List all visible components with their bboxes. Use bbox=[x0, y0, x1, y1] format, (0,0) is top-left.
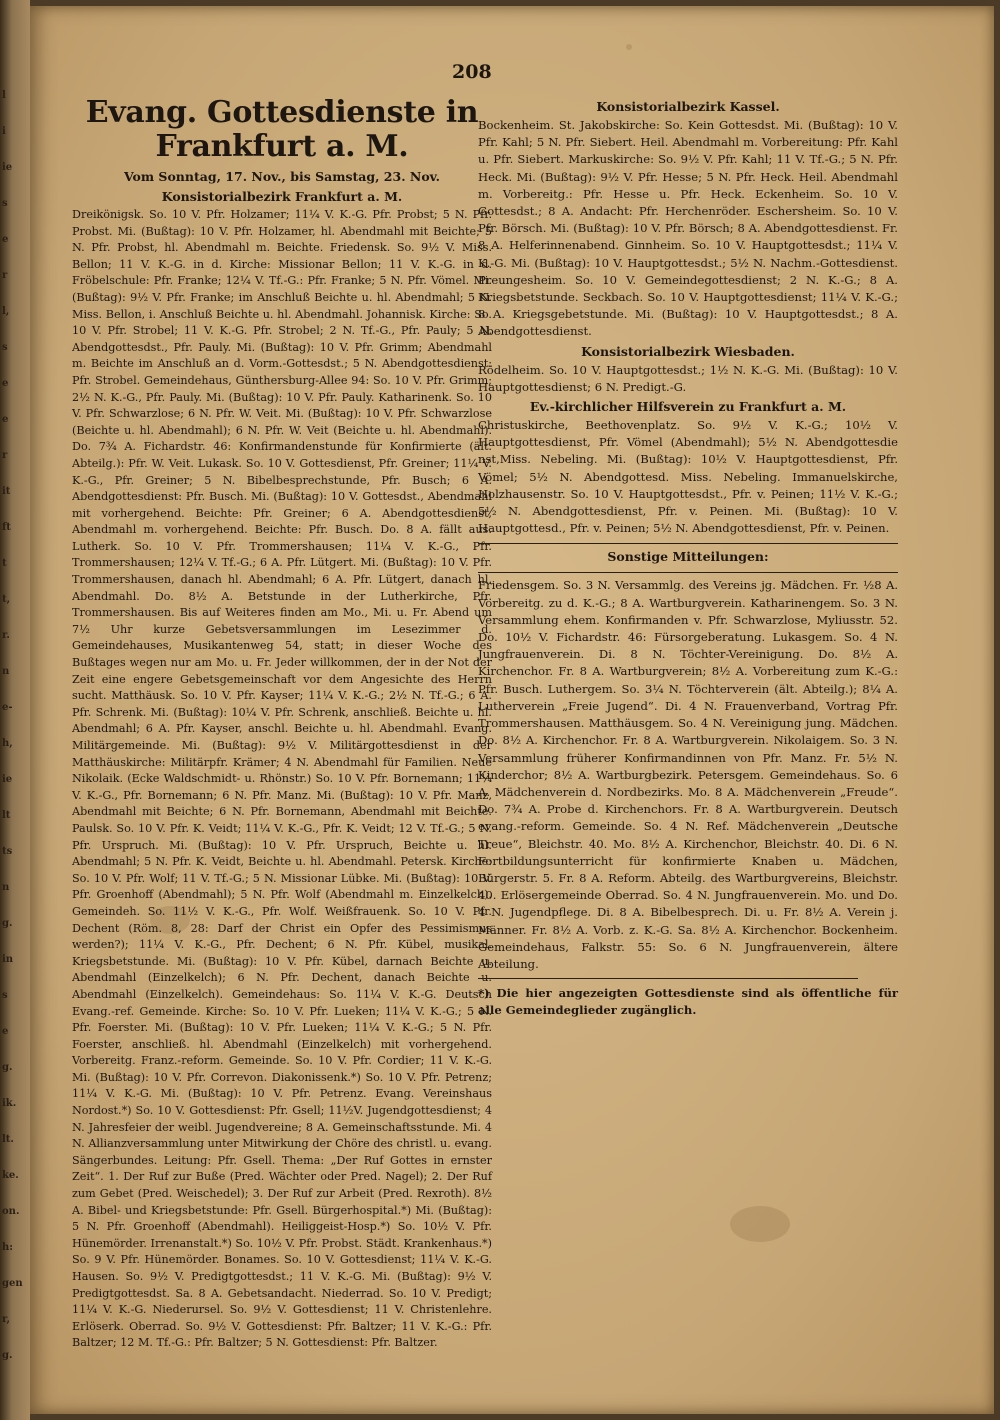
section-heading-kassel: Konsistorialbezirk Kassel. bbox=[596, 99, 780, 114]
previous-page-edge bbox=[0, 0, 30, 1420]
left-column bbox=[72, 96, 492, 1352]
previous-page-text-fragment: s bbox=[2, 342, 8, 353]
previous-page-text-fragment: gen bbox=[2, 1278, 23, 1289]
page-title: Evang. Gottesdienste in Frankfurt a. M. bbox=[85, 95, 479, 164]
previous-page-text-fragment: ik. bbox=[2, 1098, 17, 1109]
previous-page-text-fragment: n bbox=[2, 882, 10, 893]
paper-stain bbox=[730, 1206, 790, 1242]
service-listing-kassel: Bockenheim. St. Jakobskirche: So. Kein Gottesdst. Mi. (Bußtag): 10 V. Pfr. Kahl; 5 N. Pfr. Siebert. Heil. Abendmahl m. Vorbereitung: Pfr. Kahl u. Pfr. Siebert. Markuskirche: So. 9½ V. Pfr. Kahl; 11 V. Tf.-G.; 5 N. Pfr. Heck. Mi. (Bußtag): 9½ V. Pfr. Hesse; 5 N. Pfr. Heck. Heil. Abendmahl m. Vorbereitg.: Pfr. Hesse u. Pfr. Heck. Eckenheim. So. 10 V. Gottesdst.; 8 A. Andacht: Pfr. Herchenröder. Eschersheim. So. 10 V. Pfr. Börsch. Mi. (Bußtag): 10 V. Pfr. Börsch; 8 A. Abendgottesdienst. Fr. 8 A. Helferinnenabend. Ginnheim. So. 10 V. Hauptgottesdst.; 11¼ V. K.-G. Mi. (Bußtag): 10 V. Hauptgottesdst.; 5½ N. Nachm.-Gottesdienst. Preungesheim. So. 10 V. Gemeindegottesdienst; 2 N. K.-G.; 8 A. Kriegsbetstunde. Seckbach. So. 10 V. Hauptgottesdienst; 11¼ V. K.-G.; 8 A. Kriegsgebetstunde. Mi. (Bußtag): 10 V. Hauptgottesdst.; 8 A. Abendgottesdienst. bbox=[478, 118, 898, 339]
announcements-text: Friedensgem. So. 3 N. Versammlg. des Vereins jg. Mädchen. Fr. ½8 A. Vorbereitg. zu d. K.-G.; 8 A. Wartburgverein. Katharinengem. So. 3 N. Versammlung ehem. Konfirmanden v. Pfr. Schwarzlose, Myliusstr. 52. Do. 10½ V. Fichardstr. 46: Fürsorgeberatung. Lukasgem. So. 4 N. Jungfrauenverein. Di. 8 N. Töchter-Vereinigung. Do. 8½ A. Kirchenchor. Fr. 8 A. Wartburgverein; 8½ A. Vorbereitung zum K.-G.: Pfr. Busch. Luthergem. So. 3¼ N. Töchterverein (ält. Abteilg.); 8¼ A. Lutherverein „Freie Jugend“. Di. 4 N. Frauenverband, Vortrag Pfr. Trommershausen. Matthäusgem. So. 4 N. Vereinigung jung. Mädchen. Do. 8½ A. Kirchenchor. Fr. 8 A. Wartburgverein. Nikolaigem. So. 3 N. Versammlung früherer Konfirmandinnen von Pfr. Manz. Fr. 5½ N. Kinderchor; 8½ A. Wartburgbezirk. Petersgem. Gemeindehaus. So. 6 A. Mädchenverein d. Nordbezirks. Mo. 8 A. Mädchenverein „Freude“. Do. 7¾ A. Probe d. Kirchenchors. Fr. 8 A. Wartburgverein. Deutsch evang.-reform. Gemeinde. So. 4 N. Ref. Mädchenverein „Deutsche Treue“, Bleichstr. 40. Mo. 8½ A. Kirchenchor, Bleichstr. 40. Di. 6 N. Fortbildungsunterricht für konfirmierte Knaben u. Mädchen, Bürgerstr. 5. Fr. 8 A. Reform. Abteilg. des Wartburgvereins, Bleichstr. 40. Erlösergemeinde Oberrad. So. 4 N. Jungfrauenverein. Mo. und Do. 4 N. Jugendpflege. Di. 8 A. Bibelbesprech. Di. u. Fr. 8½ A. Verein j. Männer. Fr. 8½ A. Vorb. z. K.-G. Sa. 8½ A. Kirchenchor. Bockenheim. Gemeindehaus, Falkstr. 55: So. 6 N. Jungfrauenverein, ältere Abteilung. bbox=[478, 578, 898, 971]
previous-page-text-fragment: r. bbox=[2, 630, 10, 641]
previous-page-text-fragment: l, bbox=[2, 306, 10, 317]
service-listing-hilfsverein: Christuskirche, Beethovenplatz. So. 9½ V. K.-G.; 10½ V. Hauptgottesdienst, Pfr. Vömel (Abendmahl); 5½ N. Abendgottesdie nst,Miss. Nebeling. Mi. (Bußtag): 10½ V. Hauptgottesdienst, Pfr. Vömel; 5½ N. Abendgottesd. Miss. Nebeling. Immanuelskirche, Holzhausenstr. So. 10 V. Hauptgottesdst., Pfr. v. Peinen; 11½ V. K.-G.; 5½ N. Abendgottesdienst, Pfr. v. Peinen. Mi. (Bußtag): 10 V. Hauptgottesd., Pfr. v. Peinen; 5½ N. Abendgottesdienst, Pfr. v. Peinen. bbox=[478, 418, 898, 536]
previous-page-text-fragment: e bbox=[2, 234, 9, 245]
previous-page-text-fragment: g. bbox=[2, 918, 13, 929]
previous-page-text-fragment: h: bbox=[2, 1242, 13, 1253]
previous-page-text-fragment: ts bbox=[2, 846, 13, 857]
previous-page-text-fragment: ke. bbox=[2, 1170, 19, 1181]
previous-page-text-fragment: e- bbox=[2, 702, 13, 713]
section-heading-mitteilungen: Sonstige Mitteilungen: bbox=[607, 549, 769, 565]
previous-page-text-fragment: lt. bbox=[2, 1134, 14, 1145]
previous-page-text-fragment: r bbox=[2, 450, 8, 461]
newspaper-page bbox=[30, 6, 994, 1414]
previous-page-text-fragment: h, bbox=[2, 738, 13, 749]
section-divider bbox=[478, 572, 898, 573]
previous-page-text-fragment: lt bbox=[2, 810, 11, 821]
previous-page-text-fragment: e bbox=[2, 414, 9, 425]
previous-page-text-fragment: it bbox=[2, 486, 11, 497]
date-range-subtitle: Vom Sonntag, 17. Nov., bis Samstag, 23. Nov. bbox=[123, 169, 441, 184]
previous-page-text-fragment: t, bbox=[2, 594, 11, 605]
previous-page-text-fragment: e bbox=[2, 378, 9, 389]
section-heading-frankfurt: Konsistorialbezirk Frankfurt a. M. bbox=[161, 189, 403, 204]
section-divider bbox=[478, 543, 898, 544]
previous-page-text-fragment: ie bbox=[2, 162, 13, 173]
previous-page-text-fragment: ie bbox=[2, 774, 13, 785]
previous-page-text-fragment: r bbox=[2, 270, 8, 281]
previous-page-text-fragment: n bbox=[2, 666, 10, 677]
service-listing-text: Dreikönigsk. So. 10 V. Pfr. Holzamer; 11¼ V. K.-G. Pfr. Probst; 5 N. Pfr. Probst. Mi. (Bußtag): 10 V. Pfr. Holzamer, hl. Abendmahl mit Beichte; 5 N. Pfr. Probst, hl. Abendmahl m. Beichte. Friedensk. So. 9½ V. Miss. Bellon; 11 V. K.-G. in d. Kirche: Missionar Bellon; 11 V. K.-G. in d. Fröbelschule: Pfr. Franke; 12¼ V. Tf.-G.: Pfr. Franke; 5 N. Pfr. Vömel. Mi. (Bußtag): 9½ V. Pfr. Franke; im Anschluß Beichte u. hl. Abendmahl; 5 N. Miss. Bellon, i. Anschluß Beichte u. hl. Abendmahl. Johannisk. Kirche: So. 10 V. Pfr. Strobel; 11 V. K.-G. Pfr. Strobel; 2 N. Tf.-G., Pfr. Pauly; 5 N. Abendgottesdst., Pfr. Pauly. Mi. (Bußtag): 10 V. Pfr. Grimm; Abendmahl m. Beichte im Anschluß an d. Vorm.-Gottesdst.; 5 N. Abendgottesdienst: Pfr. Strobel. Gemeindehaus, Günthersburg-Allee 94: So. 10 V. Pfr. Grimm; 2½ N. K.-G., Pfr. Pauly. Mi. (Bußtag): 10 V. Pfr. Pauly. Katharinenk. So. 10 V. Pfr. Schwarzlose; 6 N. Pfr. W. Veit. Mi. (Bußtag): 10 V. Pfr. Schwarzlose (Beichte u. hl. Abendmahl); 6 N. Pfr. W. Veit (Beichte u. hl. Abendmahl). Do. 7¾ A. Fichardstr. 46: Konfirmandenstunde für Konfirmierte (ält. Abteilg.): Pfr. W. Veit. Lukask. So. 10 V. Gottesdienst, Pfr. Greiner; 11¼ V. K.-G., Pfr. Greiner; 5 N. Bibelbesprechstunde, Pfr. Busch; 6 A. Abendgottesdienst: Pfr. Busch. Mi. (Bußtag): 10 V. Gottesdst., Abendmahl mit vorhergehend. Beichte: Pfr. Greiner; 6 A. Abendgottesdienst, Abendmahl m. vorhergehend. Beichte: Pfr. Busch. Do. 8 A. fällt aus. Lutherk. So. 10 V. Pfr. Trommershausen; 11¼ V. K.-G., Pfr. Trommershausen; 12¼ V. Tf.-G.; 6 A. Pfr. Lütgert. Mi. (Bußtag): 10 V. Pfr. Trommershausen, danach hl. Abendmahl; 6 A. Pfr. Lütgert, danach hl. Abendmahl. Do. 8½ A. Betstunde in der Lutherkirche, Pfr. Trommershausen. Bis auf Weiteres finden am Mo., Mi. u. Fr. Abend um 7½ Uhr kurze Gebetsversammlungen im Lesezimmer d. Gemeindehauses, Musikantenweg 54, statt; in dieser Woche des Bußtages wegen nur am Mo. u. Fr. Jeder willkommen, der in der Not der Zeit eine engere Gebetsgemeinschaft vor dem Angesichte des Herrn sucht. Matthäusk. So. 10 V. Pfr. Kayser; 11¼ V. K.-G.; 2½ N. Tf.-G.; 6 A. Pfr. Schrenk. Mi. (Bußtag): 10¼ V. Pfr. Schrenk, anschließ. Beichte u. hl. Abendmahl; 6 A. Pfr. Kayser, anschl. Beichte u. hl. Abendmahl. Evang. Militärgemeinde. Mi. (Bußtag): 9½ V. Militärgottesdienst in der Matthäuskirche: Militärpfr. Krämer; 4 N. Abendmahl für Familien. Neue Nikolaik. (Ecke Waldschmidt- u. Rhönstr.) So. 10 V. Pfr. Bornemann; 11¼ V. K.-G., Pfr. Bornemann; 6 N. Pfr. Manz. Mi. (Bußtag): 10 V. Pfr. Manz, Abendmahl mit Beichte; 6 N. Pfr. Bornemann, Abendmahl mit Beichte. Paulsk. So. 10 V. Pfr. K. Veidt; 11¼ V. K.-G., Pfr. K. Veidt; 12 V. Tf.-G.; 5 N. Pfr. Urspruch. Mi. (Bußtag): 10 V. Pfr. Urspruch, Beichte u. hl. Abendmahl; 5 N. Pfr. K. Veidt, Beichte u. hl. Abendmahl. Petersk. Kirche: So. 10 V. Pfr. Wolf; 11 V. Tf.-G.; 5 N. Missionar Lübke. Mi. (Bußtag): 10 V. Pfr. Groenhoff (Abendmahl); 5 N. Pfr. Wolf (Abendmahl m. Einzelkelch). Gemeindeh. So. 11½ V. K.-G., Pfr. Wolf. Weißfrauenk. So. 10 V. Pfr. Dechent (Röm. 8, 28: Darf der Christ ein Opfer des Pessimismus werden?); 11¼ V. K.-G., Pfr. Dechent; 6 N. Pfr. Kübel, musikal. Kriegsbetstunde. Mi. (Bußtag): 10 V. Pfr. Kübel, darnach Beichte u. Abendmahl (Einzelkelch); 6 N. Pfr. Dechent, danach Beichte u. Abendmahl (Einzelkelch). Gemeindehaus: So. 11¼ V. K.-G. Deutsch Evang.-ref. Gemeinde. Kirche: So. 10 V. Pfr. Lueken; 11¼ V. K.-G.; 5 N. Pfr. Foerster. Mi. (Bußtag): 10 V. Pfr. Lueken; 11¼ V. K.-G.; 5 N. Pfr. Foerster, anschließ. hl. Abendmahl (Einzelkelch) mit vorhergehend. Vorbereitg. Franz.-reform. Gemeinde. So. 10 V. Pfr. Cordier; 11 V. K.-G. Mi. (Bußtag): 10 V. Pfr. Correvon. Diakonissenk.*) So. 10 V. Pfr. Petrenz; 11¼ V. K.-G. Mi. (Bußtag): 10 V. Pfr. Petrenz. Evang. Vereinshaus Nordost.*) So. 10 V. Gottesdienst: Pfr. Gsell; 11½V. Jugendgottesdienst; 4 N. Jahresfeier der weibl. Jugendvereine; 8 A. Gemeinschaftsstunde. Mi. 4 N. Allianzversammlung unter Mitwirkung der Chöre des christl. u. evang. Sängerbundes. Leitung: Pfr. Gsell. Thema: „Der Ruf Gottes in ernster Zeit“. 1. Der Ruf zur Buße (Pred. Wächter oder Pred. Nagel); 2. Der Ruf zum Gebet (Pred. Weischedel); 3. Der Ruf zur Arbeit (Pred. Rexroth). 8½ A. Bibel- und Kriegsbetstunde: Pfr. Gsell. Bürgerhospital.*) Mi. (Bußtag): 5 N. Pfr. Groenhoff (Abendmahl). Heiliggeist-Hosp.*) So. 10½ V. Pfr. Hünemörder. Irrenanstalt.*) So. 10½ V. Pfr. Probst. Städt. Krankenhaus.*) So. 9 V. Pfr. Hünemörder. Bonames. So. 10 V. Gottesdienst; 11¼ V. K.-G. Hausen. So. 9½ V. Predigtgottesdst.; 11 V. K.-G. Mi. (Bußtag): 9½ V. Predigtgottesdst. Sa. 8 A. Gebetsandacht. Niederrad. So. 10 V. Predigt; 11¼ V. K.-G. Niederursel. So. 9½ V. Gottesdienst; 11 V. Christenlehre. Erlöserk. Oberrad. So. 9½ V. Gottesdienst: Pfr. Baltzer; 11 V. K.-G.: Pfr. Baltzer; 12 M. Tf.-G.: Pfr. Baltzer; 5 N. Gottesdienst: Pfr. Baltzer. bbox=[72, 208, 492, 1350]
paper-stain bbox=[626, 44, 632, 50]
previous-page-text-fragment: in bbox=[2, 954, 14, 965]
previous-page-text-fragment: t bbox=[2, 558, 7, 569]
right-column bbox=[478, 96, 898, 1020]
footnote-divider bbox=[478, 978, 858, 979]
previous-page-text-fragment: g. bbox=[2, 1350, 13, 1361]
footnote-text: *) Die hier angezeigten Gottesdienste sind als öffentliche für alle Gemeindeglieder zugänglich. bbox=[478, 986, 898, 1018]
previous-page-text-fragment: s bbox=[2, 198, 8, 209]
section-heading-wiesbaden: Konsistorialbezirk Wiesbaden. bbox=[581, 343, 795, 359]
previous-page-text-fragment: s bbox=[2, 990, 8, 1001]
previous-page-text-fragment: on. bbox=[2, 1206, 20, 1217]
previous-page-text-fragment: g. bbox=[2, 1062, 13, 1073]
previous-page-text-fragment: e bbox=[2, 1026, 9, 1037]
previous-page-text-fragment: ft bbox=[2, 522, 11, 533]
service-listing-wiesbaden: Rödelheim. So. 10 V. Hauptgottesdst.; 1½ N. K.-G. Mi. (Bußtag): 10 V. Hauptgottesdienst; 6 N. Predigt.-G. bbox=[478, 362, 898, 394]
page-number: 208 bbox=[452, 61, 492, 83]
previous-page-text-fragment: i bbox=[2, 126, 6, 137]
section-heading-hilfsverein: Ev.-kirchlicher Hilfsverein zu Frankfurt a. M. bbox=[529, 399, 847, 415]
previous-page-text-fragment: r, bbox=[2, 1314, 11, 1325]
previous-page-text-fragment: l bbox=[2, 90, 6, 101]
